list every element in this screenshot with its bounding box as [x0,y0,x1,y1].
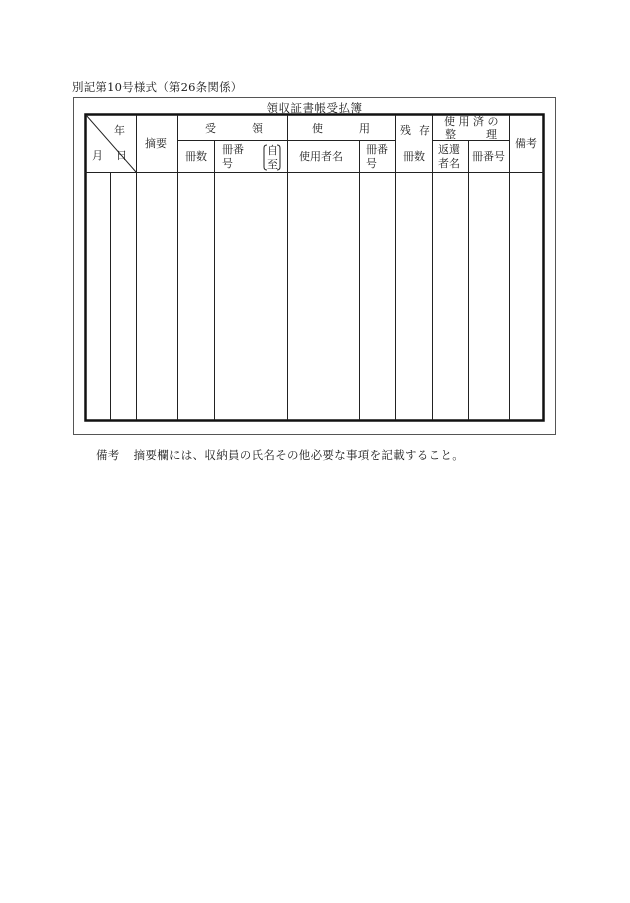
usage-serial-header-b: 号 [366,157,377,170]
returner-name-header-a: 返還 [438,143,460,156]
footnote-text: 摘要欄には、収納員の氏名その他必要な事項を記載すること。 [133,448,465,462]
returner-name-header-b: 者名 [438,157,460,170]
balance-volumes-header: 冊数 [403,150,425,163]
usage-serial-header-a: 冊番 [366,143,388,156]
form-number-label: 別記第10号様式（第26条関係） [72,80,243,94]
usage-header-a: 使 [312,122,323,135]
usage-user-name-header: 使用者名 [299,150,343,163]
receipt-to-label: 至 [267,158,278,171]
footnote-label: 備考 [96,448,120,462]
receipt-serial-header-b: 号 [222,157,233,170]
usage-header-b: 用 [359,122,370,135]
remarks-header: 備考 [515,137,537,150]
summary-header: 摘要 [145,137,167,150]
used-disposition-header-line1: 使 用 済 の [444,115,499,128]
form-title: 領収証書帳受払簿 [266,101,363,115]
used-disposition-header-line2b: 理 [486,128,497,141]
balance-header-b: 存 [419,124,430,137]
day-header: 日 [116,149,127,162]
year-header: 年 [114,124,125,137]
receipt-volumes-header: 冊数 [185,150,207,163]
receipt-header-a: 受 [205,122,216,135]
receipt-from-label: 自 [267,144,278,157]
receipt-serial-header-a: 冊番 [222,143,244,156]
footnote [96,447,464,463]
balance-header-a: 残 [400,124,411,137]
used-serial-header: 冊番号 [472,150,505,163]
receipt-header-b: 領 [252,122,263,135]
month-header: 月 [92,149,103,162]
used-disposition-header-line2a: 整 [445,128,456,141]
